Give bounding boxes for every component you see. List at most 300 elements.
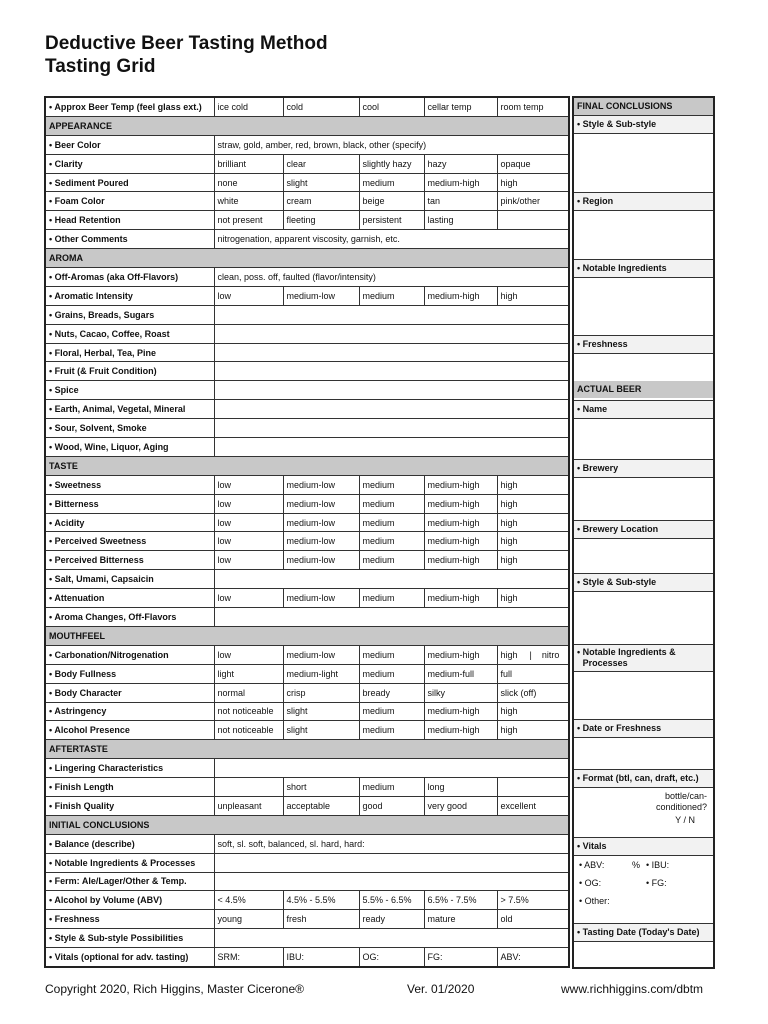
vitals-og: • OG: <box>579 878 602 888</box>
bottle-q-line1: bottle/can- <box>664 791 707 801</box>
actual-style-field[interactable]: • Style & Sub-style <box>574 573 713 592</box>
row-label-text: Balance (describe) <box>54 838 135 849</box>
bullet-icon: • <box>49 479 55 490</box>
row-notes-field[interactable] <box>214 305 569 324</box>
row-aroma-wood <box>45 438 569 457</box>
row-label-text: Astringency <box>54 706 107 717</box>
option-high[interactable]: high <box>500 649 518 660</box>
vitals-ibu: • IBU: <box>646 860 670 870</box>
option-cell[interactable]: medium-high <box>424 494 497 513</box>
option-cell[interactable]: medium <box>359 173 424 192</box>
option-cell[interactable]: medium <box>359 513 424 532</box>
tasting-grid <box>44 96 570 968</box>
option-cell[interactable]: slight <box>283 173 359 192</box>
row-notes-field[interactable] <box>214 570 569 589</box>
actual-brewery-field[interactable]: • Brewery <box>574 459 713 478</box>
row-aftertaste-finish-length <box>45 778 569 797</box>
row-label-text: Carbonation/Nitrogenation <box>54 649 169 660</box>
row-label <box>45 721 214 740</box>
option-cell[interactable]: cool <box>359 97 424 116</box>
option-cell[interactable] <box>497 211 569 230</box>
section-heading: AFTERTASTE <box>45 740 569 759</box>
row-label <box>45 872 214 891</box>
row-taste-salt <box>45 570 569 589</box>
option-cell[interactable]: persistent <box>359 211 424 230</box>
option-cell[interactable]: high <box>497 702 569 721</box>
option-cell[interactable]: medium-full <box>424 664 497 683</box>
row-label-text: Aromatic Intensity <box>54 290 133 301</box>
row-notes-field[interactable] <box>214 362 569 381</box>
row-label-text: Finish Length <box>54 782 114 792</box>
row-notes-field[interactable] <box>214 929 569 948</box>
bullet-icon: • <box>49 101 55 112</box>
option-nitro[interactable]: nitro <box>541 649 560 660</box>
option-cell[interactable]: old <box>497 910 569 929</box>
row-label-text: Ferm: Ale/Lager/Other & Temp. <box>54 876 187 887</box>
option-cell[interactable]: medium-light <box>283 664 359 683</box>
option-cell[interactable]: > 7.5% <box>497 891 569 910</box>
row-label <box>45 494 214 513</box>
row-label-text: Spice <box>54 385 79 396</box>
row-taste-sweetness <box>45 475 569 494</box>
row-options-text[interactable]: soft, sl. soft, balanced, sl. hard, hard: <box>214 834 569 853</box>
row-initial-ferm <box>45 872 569 891</box>
option-cell[interactable]: tan <box>424 192 497 211</box>
actual-date-label: Date or Freshness <box>582 723 662 733</box>
bullet-icon: • <box>49 271 55 282</box>
row-label <box>45 192 214 211</box>
row-label-text: Acidity <box>54 517 85 528</box>
option-cell[interactable] <box>497 778 569 797</box>
option-cell[interactable]: fleeting <box>283 211 359 230</box>
option-cell[interactable]: IBU: <box>283 948 359 967</box>
row-label-text: Other Comments <box>54 234 128 245</box>
row-notes-field[interactable] <box>214 343 569 362</box>
option-cell[interactable]: medium-low <box>283 475 359 494</box>
option-cell[interactable]: medium-low <box>283 532 359 551</box>
page-title <box>45 32 328 78</box>
row-appearance-other <box>45 230 569 249</box>
option-cell[interactable]: slight <box>283 702 359 721</box>
actual-brewery-label: Brewery <box>582 463 619 473</box>
option-cell[interactable]: silky <box>424 683 497 702</box>
final-notable-field[interactable]: • Notable Ingredients <box>574 259 713 278</box>
row-label <box>45 532 214 551</box>
option-cell[interactable]: room temp <box>497 97 569 116</box>
option-cell[interactable]: crisp <box>283 683 359 702</box>
row-label-text: Alcohol by Volume (ABV) <box>54 895 163 906</box>
option-cell[interactable]: short <box>283 778 359 797</box>
row-notes-field[interactable] <box>214 608 569 627</box>
row-initial-abv <box>45 891 569 910</box>
row-aroma-nuts <box>45 324 569 343</box>
row-appearance-sediment <box>45 173 569 192</box>
bullet-icon: • <box>49 649 55 660</box>
row-label <box>45 305 214 324</box>
actual-notable-label: Notable Ingredients & Processes <box>582 647 676 668</box>
option-cell[interactable]: hazy <box>424 154 497 173</box>
section-heading: TASTE <box>45 456 569 475</box>
row-appearance-beer-color <box>45 135 569 154</box>
title-line-2: Tasting Grid <box>45 56 156 77</box>
row-label-text: Nuts, Cacao, Coffee, Roast <box>54 328 170 339</box>
option-cell[interactable]: slight <box>283 721 359 740</box>
option-cell[interactable]: beige <box>359 192 424 211</box>
option-cell[interactable]: medium-low <box>283 494 359 513</box>
option-cell[interactable]: medium-high <box>424 702 497 721</box>
row-label <box>45 702 214 721</box>
bullet-icon: • <box>49 593 55 604</box>
actual-location-field[interactable]: • Brewery Location <box>574 520 713 539</box>
row-options-text[interactable]: clean, poss. off, faulted (flavor/intensity) <box>214 268 569 287</box>
option-cell[interactable]: medium-high <box>424 645 497 664</box>
row-label-text: Alcohol Presence <box>54 725 130 736</box>
option-cell[interactable]: cold <box>283 97 359 116</box>
row-label-text: Approx Beer Temp (feel glass ext.) <box>54 101 202 112</box>
option-cell[interactable]: high <box>497 475 569 494</box>
option-cell[interactable]: not noticeable <box>214 721 283 740</box>
bullet-icon: • <box>49 347 55 358</box>
option-cell[interactable]: medium-low <box>283 513 359 532</box>
row-label <box>45 173 214 192</box>
row-notes-field[interactable] <box>214 759 569 778</box>
bullet-icon: • <box>49 404 55 415</box>
option-cell[interactable]: high <box>497 551 569 570</box>
bullet-icon: • <box>49 668 55 679</box>
tasting-date-field[interactable]: • Tasting Date (Today's Date) <box>574 923 713 942</box>
row-label-text: Freshness <box>54 914 100 925</box>
option-cell[interactable]: medium-low <box>283 589 359 608</box>
actual-vitals-field[interactable]: • Vitals <box>574 837 713 856</box>
row-label-text: Head Retention <box>54 215 121 226</box>
bullet-icon: • <box>49 687 55 698</box>
row-aroma-floral <box>45 343 569 362</box>
row-label-text: Body Fullness <box>54 668 117 679</box>
bullet-icon: • <box>49 536 55 547</box>
option-cell[interactable]: not noticeable <box>214 702 283 721</box>
row-label-text: Aroma Changes, Off-Flavors <box>54 611 177 622</box>
option-cell[interactable]: medium-low <box>283 645 359 664</box>
option-cell[interactable]: white <box>214 192 283 211</box>
option-cell[interactable]: medium <box>359 551 424 570</box>
bullet-icon: • <box>49 366 55 377</box>
option-cell[interactable]: lasting <box>424 211 497 230</box>
footer-copyright: Copyright 2020, Rich Higgins, Master Cicerone® <box>45 982 304 996</box>
bottle-q-line2: conditioned? <box>655 802 707 812</box>
option-cell[interactable]: good <box>359 796 424 815</box>
row-label-text: Wood, Wine, Liquor, Aging <box>54 441 169 452</box>
final-notable-label: Notable Ingredients <box>582 263 667 273</box>
option-cell[interactable]: medium <box>359 702 424 721</box>
option-cell[interactable]: medium-high <box>424 532 497 551</box>
section-heading: AROMA <box>45 249 569 268</box>
option-cell[interactable]: low <box>214 645 283 664</box>
row-label-text: Sweetness <box>54 479 102 490</box>
row-label-text: Style & Sub-style Possibilities <box>54 933 184 944</box>
conclusions-panel <box>572 96 715 969</box>
bullet-icon: • <box>49 782 55 792</box>
option-cell[interactable]: medium <box>359 664 424 683</box>
bullet-icon: • <box>49 838 55 849</box>
option-cell[interactable]: high <box>497 532 569 551</box>
option-cell[interactable]: pink/other <box>497 192 569 211</box>
option-cell[interactable]: excellent <box>497 796 569 815</box>
option-cell[interactable]: low <box>214 589 283 608</box>
option-cell[interactable]: medium <box>359 286 424 305</box>
row-options-text[interactable]: nitrogenation, apparent viscosity, garnish, etc. <box>214 230 569 249</box>
row-label <box>45 324 214 343</box>
row-label <box>45 135 214 154</box>
row-initial-balance <box>45 834 569 853</box>
row-label <box>45 929 214 948</box>
row-label <box>45 268 214 287</box>
option-cell[interactable]: medium <box>359 645 424 664</box>
option-cell[interactable]: 6.5% - 7.5% <box>424 891 497 910</box>
option-cell[interactable]: low <box>214 532 283 551</box>
option-cell[interactable]: cellar temp <box>424 97 497 116</box>
option-cell[interactable]: mature <box>424 910 497 929</box>
option-cell[interactable]: ready <box>359 910 424 929</box>
section-mouthfeel <box>45 626 569 645</box>
row-label-text: Earth, Animal, Vegetal, Mineral <box>54 404 186 415</box>
final-region-field[interactable]: • Region <box>574 192 713 211</box>
row-label-text: Vitals (optional for adv. tasting) <box>54 952 189 963</box>
option-cell[interactable]: ice cold <box>214 97 283 116</box>
title-line-1: Deductive Beer Tasting Method <box>45 33 328 54</box>
option-cell[interactable]: high <box>497 589 569 608</box>
final-style-field[interactable]: • Style & Sub-style <box>574 115 713 134</box>
option-cell[interactable]: high <box>497 286 569 305</box>
option-cell[interactable]: clear <box>283 154 359 173</box>
option-cell[interactable]: cream <box>283 192 359 211</box>
option-cell[interactable]: medium-high <box>424 475 497 494</box>
option-cell[interactable]: low <box>214 494 283 513</box>
bullet-icon: • <box>49 876 55 887</box>
row-label <box>45 910 214 929</box>
bullet-icon: • <box>49 328 55 339</box>
footer-url[interactable]: www.richhiggins.com/dbtm <box>561 982 704 996</box>
option-cell[interactable]: medium-high <box>424 589 497 608</box>
option-cell[interactable]: medium <box>359 589 424 608</box>
option-cell[interactable]: < 4.5% <box>214 891 283 910</box>
bullet-icon: • <box>49 385 55 396</box>
row-label-text: Foam Color <box>54 196 105 207</box>
option-cell[interactable]: medium <box>359 475 424 494</box>
bullet-icon: • <box>49 857 55 868</box>
bottle-conditioned-question <box>656 791 707 826</box>
row-label-text: Off-Aromas (aka Off-Flavors) <box>54 271 179 282</box>
row-taste-attenuation <box>45 589 569 608</box>
bullet-icon: • <box>49 196 55 207</box>
row-label <box>45 683 214 702</box>
section-heading: INITIAL CONCLUSIONS <box>45 815 569 834</box>
row-notes-field[interactable] <box>214 853 569 872</box>
option-cell[interactable]: high <box>497 721 569 740</box>
option-cell[interactable]: medium-high <box>424 286 497 305</box>
row-mouthfeel-body-character <box>45 683 569 702</box>
option-cell-high-nitro[interactable] <box>497 645 569 664</box>
row-label <box>45 381 214 400</box>
option-cell[interactable]: long <box>424 778 497 797</box>
bullet-icon: • <box>49 763 55 774</box>
section-appearance <box>45 116 569 135</box>
row-label <box>45 948 214 967</box>
row-label-text: Clarity <box>54 158 83 169</box>
row-aroma-off <box>45 268 569 287</box>
row-taste-acidity <box>45 513 569 532</box>
option-cell[interactable]: young <box>214 910 283 929</box>
row-mouthfeel-astringency <box>45 702 569 721</box>
option-cell[interactable]: not present <box>214 211 283 230</box>
actual-vitals-label: Vitals <box>582 841 607 851</box>
option-cell[interactable]: brilliant <box>214 154 283 173</box>
row-label-text: Attenuation <box>54 593 105 604</box>
row-label-text: Floral, Herbal, Tea, Pine <box>54 347 157 358</box>
row-label <box>45 778 214 797</box>
option-cell[interactable]: very good <box>424 796 497 815</box>
actual-format-label: Format (btl, can, draft, etc.) <box>582 773 699 783</box>
row-label <box>45 796 214 815</box>
footer-version: Ver. 01/2020 <box>407 982 475 996</box>
option-cell[interactable]: none <box>214 173 283 192</box>
row-label <box>45 664 214 683</box>
bullet-icon: • <box>49 158 55 169</box>
row-label-text: Body Character <box>54 687 122 698</box>
option-cell[interactable]: medium-high <box>424 721 497 740</box>
option-cell[interactable]: FG: <box>424 948 497 967</box>
row-label <box>45 608 214 627</box>
option-cell[interactable]: medium-low <box>283 286 359 305</box>
option-cell[interactable]: 5.5% - 6.5% <box>359 891 424 910</box>
row-label <box>45 419 214 438</box>
final-freshness-label: Freshness <box>582 339 628 349</box>
option-cell[interactable]: low <box>214 475 283 494</box>
row-label <box>45 211 214 230</box>
option-cell[interactable]: light <box>214 664 283 683</box>
option-cell[interactable]: slick (off) <box>497 683 569 702</box>
bullet-icon: • <box>49 234 55 245</box>
row-mouthfeel-carbonation <box>45 645 569 664</box>
option-cell[interactable]: slightly hazy <box>359 154 424 173</box>
bullet-icon: • <box>49 706 55 717</box>
bullet-icon: • <box>49 914 55 925</box>
row-label <box>45 343 214 362</box>
row-mouthfeel-alcohol <box>45 721 569 740</box>
row-label-text: Sour, Solvent, Smoke <box>54 423 147 434</box>
row-notes-field[interactable] <box>214 872 569 891</box>
option-cell[interactable]: opaque <box>497 154 569 173</box>
actual-style-label: Style & Sub-style <box>582 577 657 587</box>
row-label-text: Salt, Umami, Capsaicin <box>54 574 154 585</box>
row-taste-aroma-changes <box>45 608 569 627</box>
option-cell[interactable]: bready <box>359 683 424 702</box>
option-cell[interactable]: medium <box>359 532 424 551</box>
bullet-icon: • <box>49 517 55 528</box>
option-cell[interactable]: medium <box>359 494 424 513</box>
row-notes-field[interactable] <box>214 419 569 438</box>
row-aftertaste-finish-quality <box>45 796 569 815</box>
vitals-abv: • ABV: <box>579 860 605 870</box>
bullet-icon: • <box>49 611 55 622</box>
bullet-icon: • <box>49 215 55 226</box>
row-aroma-grains <box>45 305 569 324</box>
option-cell[interactable]: ABV: <box>497 948 569 967</box>
option-cell[interactable]: medium-high <box>424 513 497 532</box>
row-aroma-intensity <box>45 286 569 305</box>
final-style-label: Style & Sub-style <box>582 119 657 129</box>
option-cell[interactable]: medium-low <box>283 551 359 570</box>
option-cell[interactable]: medium-high <box>424 173 497 192</box>
row-notes-field[interactable] <box>214 324 569 343</box>
row-notes-field[interactable] <box>214 381 569 400</box>
row-label <box>45 853 214 872</box>
option-cell[interactable]: full <box>497 664 569 683</box>
actual-date-field[interactable]: • Date or Freshness <box>574 719 713 738</box>
actual-location-label: Brewery Location <box>582 524 659 534</box>
option-cell[interactable]: normal <box>214 683 283 702</box>
bullet-icon: • <box>49 895 55 906</box>
row-taste-psweet <box>45 532 569 551</box>
row-label <box>45 551 214 570</box>
option-cell[interactable]: low <box>214 551 283 570</box>
bullet-icon: • <box>49 498 55 509</box>
bullet-icon: • <box>49 441 55 452</box>
option-cell[interactable]: high <box>497 173 569 192</box>
option-cell[interactable]: high <box>497 494 569 513</box>
row-label-text: Grains, Breads, Sugars <box>54 309 155 320</box>
option-cell[interactable] <box>214 778 283 797</box>
bottle-q-yes-no[interactable]: Y / N <box>675 815 695 825</box>
row-label <box>45 645 214 664</box>
row-notes-field[interactable] <box>214 400 569 419</box>
section-heading: APPEARANCE <box>45 116 569 135</box>
row-label-text: Lingering Characteristics <box>54 763 164 774</box>
option-cell[interactable]: SRM: <box>214 948 283 967</box>
row-initial-freshness <box>45 910 569 929</box>
option-cell[interactable]: low <box>214 513 283 532</box>
actual-notable-field[interactable]: • Notable Ingredients & Processes <box>574 644 713 672</box>
section-taste <box>45 456 569 475</box>
option-cell[interactable]: medium <box>359 778 424 797</box>
actual-format-field[interactable]: • Format (btl, can, draft, etc.) <box>574 769 713 788</box>
row-label <box>45 834 214 853</box>
bullet-icon: • <box>49 423 55 434</box>
row-label <box>45 759 214 778</box>
row-label-text: Fruit (& Fruit Condition) <box>54 366 157 377</box>
option-cell[interactable]: acceptable <box>283 796 359 815</box>
option-cell[interactable]: high <box>497 513 569 532</box>
row-options-text[interactable]: straw, gold, amber, red, brown, black, other (specify) <box>214 135 569 154</box>
row-initial-style <box>45 929 569 948</box>
row-label <box>45 570 214 589</box>
row-notes-field[interactable] <box>214 438 569 457</box>
option-cell[interactable]: 4.5% - 5.5% <box>283 891 359 910</box>
section-heading: MOUTHFEEL <box>45 626 569 645</box>
option-cell[interactable]: medium <box>359 721 424 740</box>
option-cell[interactable]: medium-high <box>424 551 497 570</box>
option-cell[interactable]: unpleasant <box>214 796 283 815</box>
row-aroma-earth <box>45 400 569 419</box>
row-label-text: Perceived Sweetness <box>54 536 147 547</box>
option-cell[interactable]: low <box>214 286 283 305</box>
final-freshness-field[interactable]: • Freshness <box>574 335 713 354</box>
actual-name-field[interactable]: • Name <box>574 400 713 419</box>
row-taste-pbitter <box>45 551 569 570</box>
row-taste-bitterness <box>45 494 569 513</box>
option-cell[interactable]: OG: <box>359 948 424 967</box>
option-cell[interactable]: fresh <box>283 910 359 929</box>
row-label-text: Sediment Poured <box>54 177 129 188</box>
